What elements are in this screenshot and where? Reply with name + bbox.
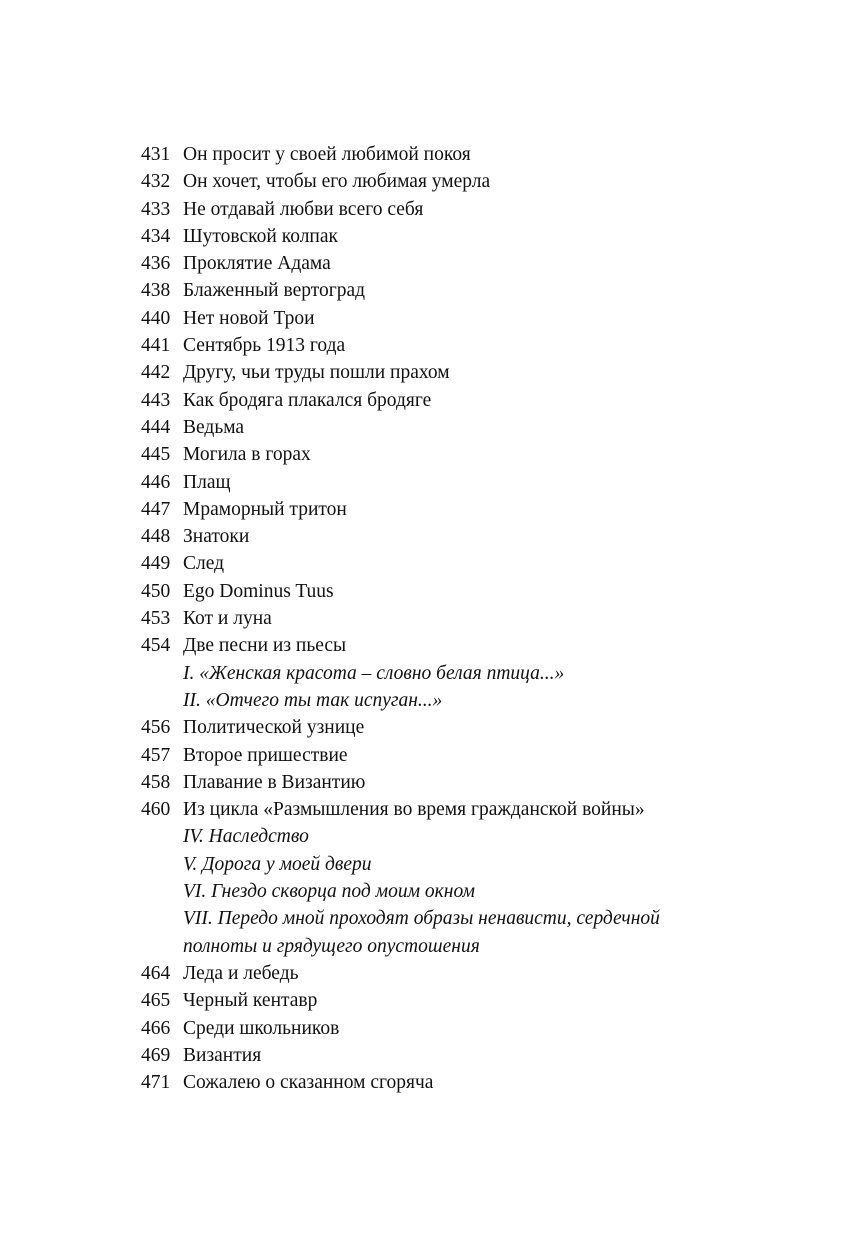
entry-title: Ego Dominus Tuus: [183, 580, 334, 602]
entry-title: Политической узнице: [183, 717, 365, 739]
entry-title: VI. Гнездо скворца под моим окном: [183, 881, 475, 903]
toc-entry: [141, 960, 801, 987]
entry-title: I. «Женская красота – словно белая птица...»: [183, 662, 565, 684]
page-number: 469: [141, 1044, 171, 1066]
entry-title: Из цикла «Размышления во время гражданской войны»: [183, 799, 645, 821]
page-number: 431: [141, 144, 171, 165]
toc-entry: [141, 332, 801, 359]
entry-title: След: [183, 553, 225, 575]
page-number: 457: [141, 744, 171, 766]
toc-entry: [141, 742, 801, 769]
entry-title: Две песни из пьесы: [183, 635, 347, 657]
page-number: 458: [141, 771, 171, 793]
entry-title: Он хочет, чтобы его любимая умерла: [183, 171, 491, 193]
toc-entry: [141, 1042, 801, 1069]
page-number: 448: [141, 526, 171, 548]
entry-title: Знатоки: [183, 526, 250, 548]
page-number: 445: [141, 444, 171, 466]
page-number: 442: [141, 362, 171, 384]
table-of-contents: [141, 141, 801, 1096]
entry-title: Проклятие Адама: [183, 253, 331, 275]
toc-entry: [141, 305, 801, 332]
entry-title: Сожалею о сказанном сгоряча: [183, 1072, 434, 1094]
toc-entry: [141, 469, 801, 496]
toc-subentry: [141, 933, 801, 960]
entry-title: Византия: [183, 1044, 262, 1066]
entry-title: Ведьма: [183, 416, 245, 438]
toc-entry: [141, 141, 801, 168]
toc-entry: [141, 223, 801, 250]
page-number: 460: [141, 799, 171, 821]
toc-entry: [141, 277, 801, 304]
page-number: 449: [141, 553, 171, 575]
toc-entry: [141, 414, 801, 441]
entry-title: VII. Передо мной проходят образы ненависти, сердечной: [183, 908, 660, 930]
entry-title: Шутовской колпак: [183, 225, 339, 247]
toc-subentry: [141, 823, 801, 850]
page-number: 444: [141, 416, 171, 438]
toc-entry: [141, 987, 801, 1014]
toc-subentry: [141, 851, 801, 878]
entry-title: Плавание в Византию: [183, 771, 366, 793]
toc-entry: [141, 523, 801, 550]
toc-entry: [141, 550, 801, 577]
page-number: 446: [141, 471, 171, 493]
entry-title: V. Дорога у моей двери: [183, 853, 372, 875]
toc-subentry: [141, 878, 801, 905]
entry-title: Могила в горах: [183, 444, 311, 466]
page-number: 440: [141, 307, 171, 329]
entry-title: Черный кентавр: [183, 990, 318, 1012]
entry-title: полноты и грядущего опустошения: [183, 935, 480, 957]
toc-entry: [141, 578, 801, 605]
toc-entry: [141, 387, 801, 414]
entry-title: Мраморный тритон: [183, 498, 347, 520]
entry-title: Леда и лебедь: [183, 962, 299, 984]
page-number: 465: [141, 990, 171, 1012]
toc-subentry: [141, 687, 801, 714]
entry-title: Второе пришествие: [183, 744, 348, 766]
page-number: 454: [141, 635, 171, 657]
page-number: 453: [141, 608, 171, 630]
entry-title: Другу, чьи труды пошли прахом: [183, 362, 450, 384]
toc-entry: [141, 496, 801, 523]
page-number: 433: [141, 198, 171, 220]
toc-subentry: [141, 905, 801, 932]
entry-title: Кот и луна: [183, 608, 272, 630]
page-number: 436: [141, 253, 171, 275]
entry-title: II. «Отчего ты так испуган...»: [183, 689, 443, 711]
entry-title: Как бродяга плакался бродяге: [183, 389, 432, 411]
toc-entry: [141, 714, 801, 741]
entry-title: Сентябрь 1913 года: [183, 335, 346, 357]
page-number: 450: [141, 580, 171, 602]
toc-subentry: [141, 660, 801, 687]
toc-entry: [141, 796, 801, 823]
page-number: 432: [141, 171, 171, 193]
toc-entry: [141, 441, 801, 468]
toc-entry: [141, 605, 801, 632]
toc-entry: [141, 1015, 801, 1042]
toc-entry: [141, 359, 801, 386]
page-number: 443: [141, 389, 171, 411]
toc-entry: [141, 769, 801, 796]
page-number: 438: [141, 280, 171, 302]
page-number: 447: [141, 498, 171, 520]
entry-title: Не отдавай любви всего себя: [183, 198, 424, 220]
toc-entry: [141, 168, 801, 195]
toc-entry: [141, 250, 801, 277]
entry-title: Нет новой Трои: [183, 307, 315, 329]
toc-entry: [141, 196, 801, 223]
entry-title: IV. Наследство: [183, 826, 309, 848]
entry-title: Блаженный вертоград: [183, 280, 366, 302]
page-number: 466: [141, 1017, 171, 1039]
page-number: 464: [141, 962, 171, 984]
toc-entry: [141, 1069, 801, 1096]
page-number: 471: [141, 1072, 171, 1094]
entry-title: Он просит у своей любимой покоя: [183, 144, 471, 165]
entry-title: Плащ: [183, 471, 231, 493]
page-number: 434: [141, 225, 171, 247]
page-number: 441: [141, 335, 171, 357]
toc-entry: [141, 632, 801, 659]
entry-title: Среди школьников: [183, 1017, 340, 1039]
page-number: 456: [141, 717, 171, 739]
